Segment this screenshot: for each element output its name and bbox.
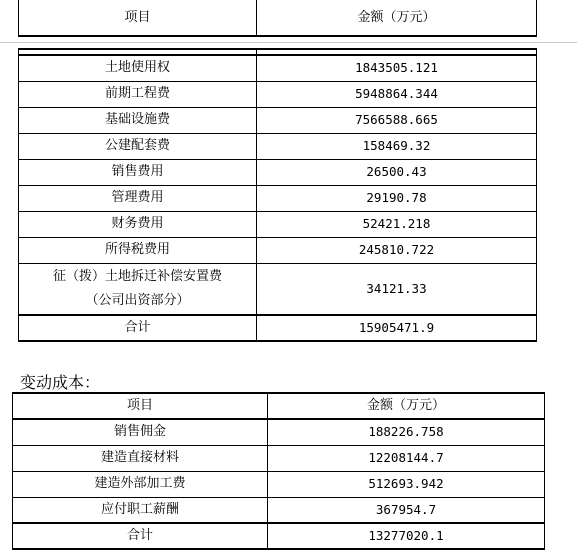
table-row [19, 55, 537, 81]
total-row [19, 315, 537, 341]
row-item-line1: 征（拨）土地拆迁补偿安置费 [52, 268, 222, 284]
row-amount: 245810.722 [257, 237, 537, 263]
table-header-row [13, 393, 545, 419]
total-row [13, 523, 545, 549]
table-row [19, 81, 537, 107]
row-amount: 7566588.665 [257, 107, 537, 133]
header-amount: 金额（万元） [268, 393, 545, 419]
total-amount: 15905471.9 [257, 315, 537, 341]
row-amount: 512693.942 [268, 471, 545, 497]
table-row [19, 263, 537, 315]
table-row [13, 419, 545, 445]
row-item: 所得税费用 [19, 237, 257, 263]
table-row [19, 107, 537, 133]
row-amount: 158469.32 [257, 133, 537, 159]
row-amount: 188226.758 [268, 419, 545, 445]
variable-cost-title: 变动成本： [20, 373, 101, 392]
fixed-cost-header-table [18, 0, 537, 37]
header-item: 项目 [19, 0, 257, 36]
row-item: 销售佣金 [13, 419, 268, 445]
row-amount: 34121.33 [257, 263, 537, 315]
table-row [19, 211, 537, 237]
total-label: 合计 [19, 315, 257, 341]
row-amount: 1843505.121 [257, 55, 537, 81]
row-item: 基础设施费 [19, 107, 257, 133]
row-item: 财务费用 [19, 211, 257, 237]
row-amount: 52421.218 [257, 211, 537, 237]
table-row [19, 185, 537, 211]
row-item: 公建配套费 [19, 133, 257, 159]
page-divider [0, 42, 577, 43]
row-amount: 12208144.7 [268, 445, 545, 471]
row-item: 应付职工薪酬 [13, 497, 268, 523]
variable-cost-table [12, 392, 545, 550]
row-item-line2: （公司出资部分） [85, 292, 190, 308]
table-row [19, 237, 537, 263]
total-label: 合计 [13, 523, 268, 549]
table-row [13, 497, 545, 523]
table-row [13, 445, 545, 471]
row-item: 管理费用 [19, 185, 257, 211]
table-row [19, 159, 537, 185]
row-item [19, 263, 257, 315]
row-item: 前期工程费 [19, 81, 257, 107]
row-item: 建造外部加工费 [13, 471, 268, 497]
row-amount: 5948864.344 [257, 81, 537, 107]
header-item: 项目 [13, 393, 268, 419]
fixed-cost-table [18, 48, 537, 342]
table-row [13, 471, 545, 497]
row-item: 销售费用 [19, 159, 257, 185]
row-item: 土地使用权 [19, 55, 257, 81]
row-amount: 29190.78 [257, 185, 537, 211]
header-amount: 金额（万元） [257, 0, 537, 36]
table-row [19, 133, 537, 159]
row-amount: 26500.43 [257, 159, 537, 185]
row-item: 建造直接材料 [13, 445, 268, 471]
row-amount: 367954.7 [268, 497, 545, 523]
total-amount: 13277020.1 [268, 523, 545, 549]
